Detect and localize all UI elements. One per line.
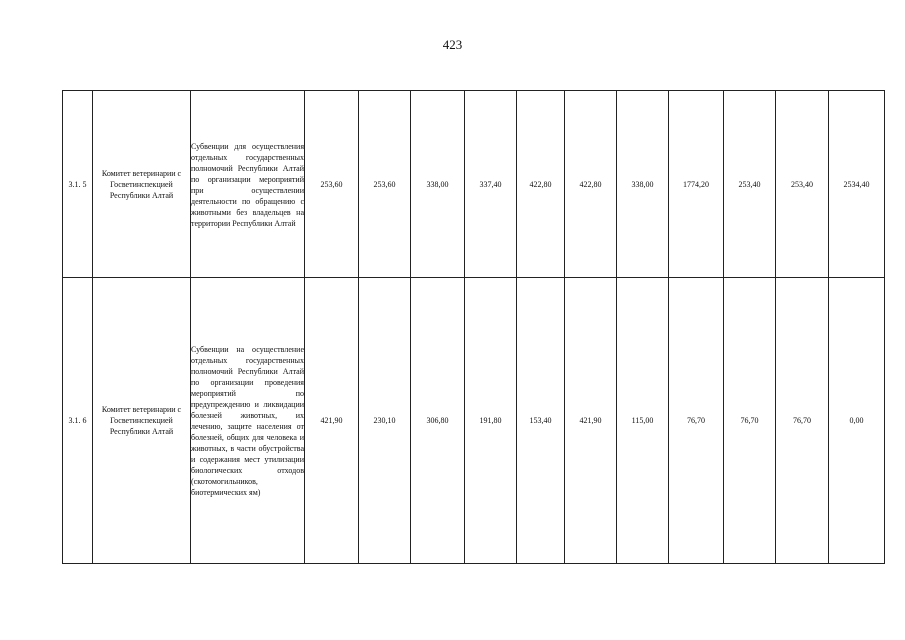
- value-cell: 253,60: [359, 91, 411, 278]
- description-cell: Субвенции для осуществления отдельных государственных полномочий Республики Алтай по организации мероприятий при осуществлении деятельности по обращению с животными без владельцев на территории Республики Алтай: [191, 91, 305, 278]
- value-cell: 422,80: [517, 91, 565, 278]
- table-row: [63, 91, 885, 278]
- value-cell: 76,70: [669, 278, 724, 564]
- row-number: 3.1. 6: [63, 278, 93, 564]
- value-cell: 421,90: [305, 278, 359, 564]
- value-cell: 153,40: [517, 278, 565, 564]
- value-cell: 2534,40: [829, 91, 885, 278]
- value-cell: 253,60: [305, 91, 359, 278]
- value-cell: 76,70: [724, 278, 776, 564]
- value-cell: 76,70: [776, 278, 829, 564]
- value-cell: 421,90: [565, 278, 617, 564]
- value-cell: 337,40: [465, 91, 517, 278]
- organization-cell: Комитет ветеринарии с Госветинспекцией Республики Алтай: [93, 91, 191, 278]
- value-cell: 0,00: [829, 278, 885, 564]
- budget-table: [62, 90, 885, 564]
- table-row: [63, 278, 885, 564]
- row-number: 3.1. 5: [63, 91, 93, 278]
- value-cell: 338,00: [617, 91, 669, 278]
- value-cell: 1774,20: [669, 91, 724, 278]
- value-cell: 422,80: [565, 91, 617, 278]
- value-cell: 115,00: [617, 278, 669, 564]
- value-cell: 230,10: [359, 278, 411, 564]
- value-cell: 338,00: [411, 91, 465, 278]
- page-number: 423: [442, 37, 463, 52]
- description-cell: Субвенции на осуществление отдельных государственных полномочий Республики Алтай по организации проведения мероприятий по предупреждению и ликвидации болезней животных, их лечению, защите населения от болезней, общих для человека и животных, в части обустройства и содержания мест утилизации биологических отходов (скотомогильников, биотермических ям): [191, 278, 305, 564]
- organization-cell: Комитет ветеринарии с Госветинспекцией Республики Алтай: [93, 278, 191, 564]
- value-cell: 191,80: [465, 278, 517, 564]
- value-cell: 253,40: [776, 91, 829, 278]
- value-cell: 253,40: [724, 91, 776, 278]
- value-cell: 306,80: [411, 278, 465, 564]
